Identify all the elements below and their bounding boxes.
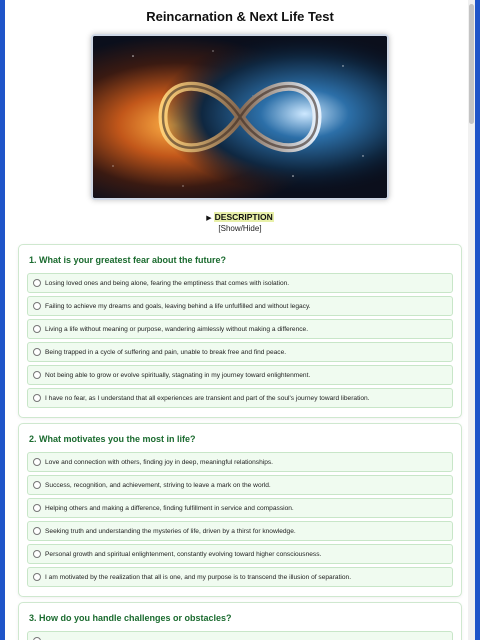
answer-option[interactable] bbox=[27, 631, 453, 640]
answer-option[interactable] bbox=[27, 273, 453, 293]
radio-button[interactable] bbox=[33, 527, 41, 535]
show-hide-link[interactable]: [Show/Hide] bbox=[218, 224, 262, 233]
answer-option[interactable] bbox=[27, 296, 453, 316]
quiz-page bbox=[5, 0, 475, 640]
radio-button[interactable] bbox=[33, 550, 41, 558]
radio-button[interactable] bbox=[33, 348, 41, 356]
page-title: Reincarnation & Next Life Test bbox=[146, 9, 334, 24]
option-label: I have no fear, as I understand that all experiences are transient and part of the soul's journey toward liberation. bbox=[45, 394, 370, 402]
option-label: Failing to achieve my dreams and goals, leaving behind a life unfulfilled and without legacy. bbox=[45, 302, 311, 310]
question-title: 3. How do you handle challenges or obstacles? bbox=[29, 613, 232, 623]
description-toggle[interactable] bbox=[5, 212, 475, 222]
hero-image bbox=[91, 34, 389, 200]
radio-button[interactable] bbox=[33, 504, 41, 512]
answer-option[interactable] bbox=[27, 521, 453, 541]
answer-option[interactable] bbox=[27, 342, 453, 362]
radio-button[interactable] bbox=[33, 481, 41, 489]
question-title: 1. What is your greatest fear about the future? bbox=[29, 255, 227, 265]
answer-option[interactable] bbox=[27, 567, 453, 587]
answer-option[interactable] bbox=[27, 544, 453, 564]
option-label: Living a life without meaning or purpose, wandering aimlessly without making a difference. bbox=[45, 325, 309, 333]
option-label: Helping others and making a difference, finding fulfillment in service and compassion. bbox=[45, 504, 294, 512]
triangle-right-icon: ▶ bbox=[206, 215, 212, 222]
option-label: I am motivated by the realization that all is one, and my purpose is to transcend the illusion of separation. bbox=[45, 573, 352, 581]
radio-button[interactable] bbox=[33, 302, 41, 310]
question-card bbox=[18, 423, 462, 597]
question-card bbox=[18, 244, 462, 418]
option-label: Being trapped in a cycle of suffering and pain, unable to break free and find peace. bbox=[45, 348, 287, 356]
answer-option[interactable] bbox=[27, 319, 453, 339]
option-label: Losing loved ones and being alone, fearing the emptiness that comes with isolation. bbox=[45, 279, 290, 287]
option-label: Not being able to grow or evolve spiritually, stagnating in my journey toward enlightenment. bbox=[45, 371, 311, 379]
radio-button[interactable] bbox=[33, 371, 41, 379]
option-label: Seeking truth and understanding the mysteries of life, driven by a thirst for knowledge. bbox=[45, 527, 296, 535]
radio-button[interactable] bbox=[33, 279, 41, 287]
scrollbar[interactable] bbox=[468, 0, 475, 640]
answer-option[interactable] bbox=[27, 388, 453, 408]
option-label: Success, recognition, and achievement, striving to leave a mark on the world. bbox=[45, 481, 271, 489]
answer-option[interactable] bbox=[27, 365, 453, 385]
scrollbar-thumb[interactable] bbox=[469, 4, 474, 124]
question-title: 2. What motivates you the most in life? bbox=[29, 434, 196, 444]
option-label: Personal growth and spiritual enlightenment, constantly evolving toward higher consciousness. bbox=[45, 550, 322, 558]
description-label: DESCRIPTION bbox=[214, 212, 273, 222]
answer-option[interactable] bbox=[27, 475, 453, 495]
radio-button[interactable] bbox=[33, 394, 41, 402]
option-label: Love and connection with others, finding joy in deep, meaningful relationships. bbox=[45, 458, 273, 466]
radio-button[interactable] bbox=[33, 325, 41, 333]
radio-button[interactable] bbox=[33, 573, 41, 581]
question-card bbox=[18, 602, 462, 640]
answer-option[interactable] bbox=[27, 498, 453, 518]
radio-button[interactable] bbox=[33, 458, 41, 466]
answer-option[interactable] bbox=[27, 452, 453, 472]
